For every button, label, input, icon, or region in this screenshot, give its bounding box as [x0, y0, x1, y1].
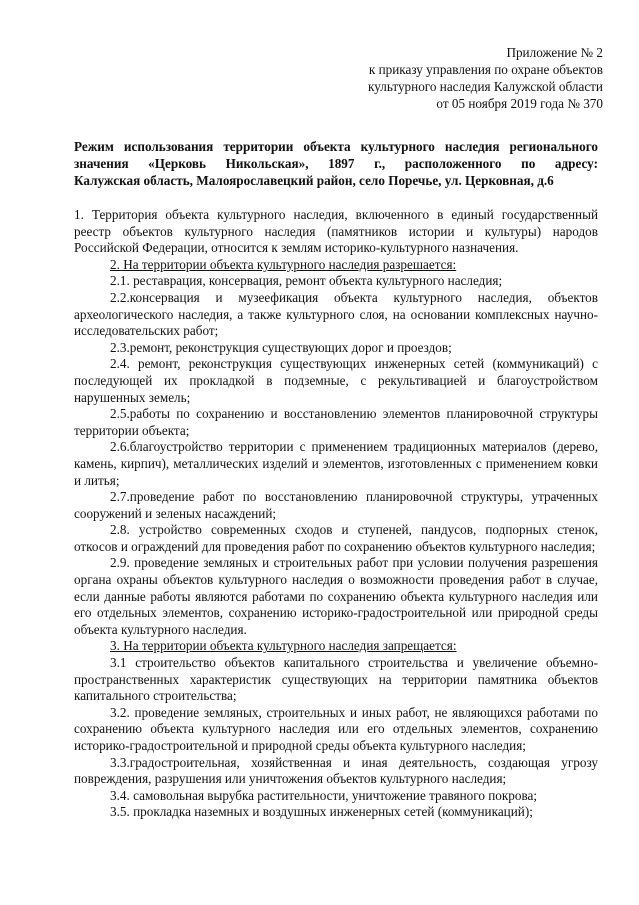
appendix-line-2: к приказу управления по охране объектов: [368, 62, 603, 77]
item-3-1: 3.1 строительство объектов капитального строительства и увеличение объемно-пространственных характеристик существующих на территории памятника объектов капитального строительства;: [74, 655, 598, 704]
item-2-9: 2.9. проведение земляных и строительных работ при условии получения разрешения органа охраны объектов культурного наследия о возможности проведения работ в случае, если данные работы являются работами по сохранению объекта культурного наследия или его отдельных элементов, сохранению историко-градостроительной или природной среды объекта культурного наследия.: [74, 555, 598, 637]
item-2-4: 2.4. ремонт, реконструкция существующих инженерных сетей (коммуникаций) с последующей их прокладкой в подземные, с рекультивацией и благоустройством нарушенных земель;: [74, 356, 598, 405]
title-line-3: Калужская область, Малоярославецкий район, село Поречье, ул. Церковная, д.6: [74, 173, 554, 188]
item-2-7: 2.7.проведение работ по восстановлению планировочной структуры, утраченных сооружений и зеленых насаждений;: [74, 489, 598, 521]
item-3-2: 3.2. проведение земляных, строительных и иных работ, не являющихся работами по сохранению объекта культурного наследия или его отдельных элементов, сохранению историко-градостроительной и природной среды объекта культурного наследия;: [74, 704, 598, 753]
title-line-1: Режим использования территории объекта культурного наследия регионального: [74, 139, 598, 154]
item-3-5: 3.5. прокладка наземных и воздушных инженерных сетей (коммуникаций);: [110, 804, 533, 820]
item-2-1: 2.1. реставрация, консервация, ремонт объекта культурного наследия;: [110, 273, 503, 289]
item-2-3: 2.3.ремонт, реконструкция существующих дорог и проездов;: [110, 339, 452, 355]
item-3-4: 3.4. самовольная вырубка растительности, уничтожение травяного покрова;: [110, 787, 538, 803]
item-2-5: 2.5.работы по сохранению и восстановлению элементов планировочной структуры территории объекта;: [74, 406, 598, 438]
appendix-line-3: культурного наследия Калужской области: [368, 79, 603, 94]
item-2-2: 2.2.консервация и музеефикация объекта культурного наследия, объектов археологического наследия, а также культурного слоя, на основании комплексных научно-исследовательских работ;: [74, 289, 598, 339]
paragraph-1: 1. Территория объекта культурного наследия, включенного в единый государственный реестр объектов культурного наследия (памятников истории и культуры) народов Российской Федерации, относится к землям историко-культурного назначения.: [74, 207, 598, 256]
appendix-line-1: Приложение № 2: [506, 45, 603, 60]
item-2-8: 2.8. устройство современных сходов и ступеней, пандусов, подпорных стенок, откосов и ограждений для проведения работ по сохранению объектов культурного наследия;: [74, 522, 598, 554]
section-3-heading-text: 3. На территории объекта культурного наследия запрещается:: [110, 638, 457, 654]
document-title: [74, 138, 598, 189]
section-2-heading-text: 2. На территории объекта культурного наследия разрешается:: [110, 256, 457, 272]
appendix-header: [313, 44, 603, 112]
title-line-2: значения «Церковь Никольская», 1897 г., расположенного по адресу:: [74, 156, 598, 171]
item-2-6: 2.6.благоустройство территории с применением традиционных материалов (дерево, камень, кирпич), металлических изделий и элементов, изготовленных с применением ковки и литья;: [74, 439, 598, 488]
appendix-line-4: от 05 ноября 2019 года № 370: [436, 96, 603, 111]
document-body: [74, 207, 598, 821]
section-3-heading: [74, 638, 598, 655]
section-2-heading: [74, 257, 598, 274]
item-3-3: 3.3.градостроительная, хозяйственная и иная деятельность, создающая угрозу повреждения, разрушения или уничтожения объектов культурного наследия;: [74, 754, 598, 787]
